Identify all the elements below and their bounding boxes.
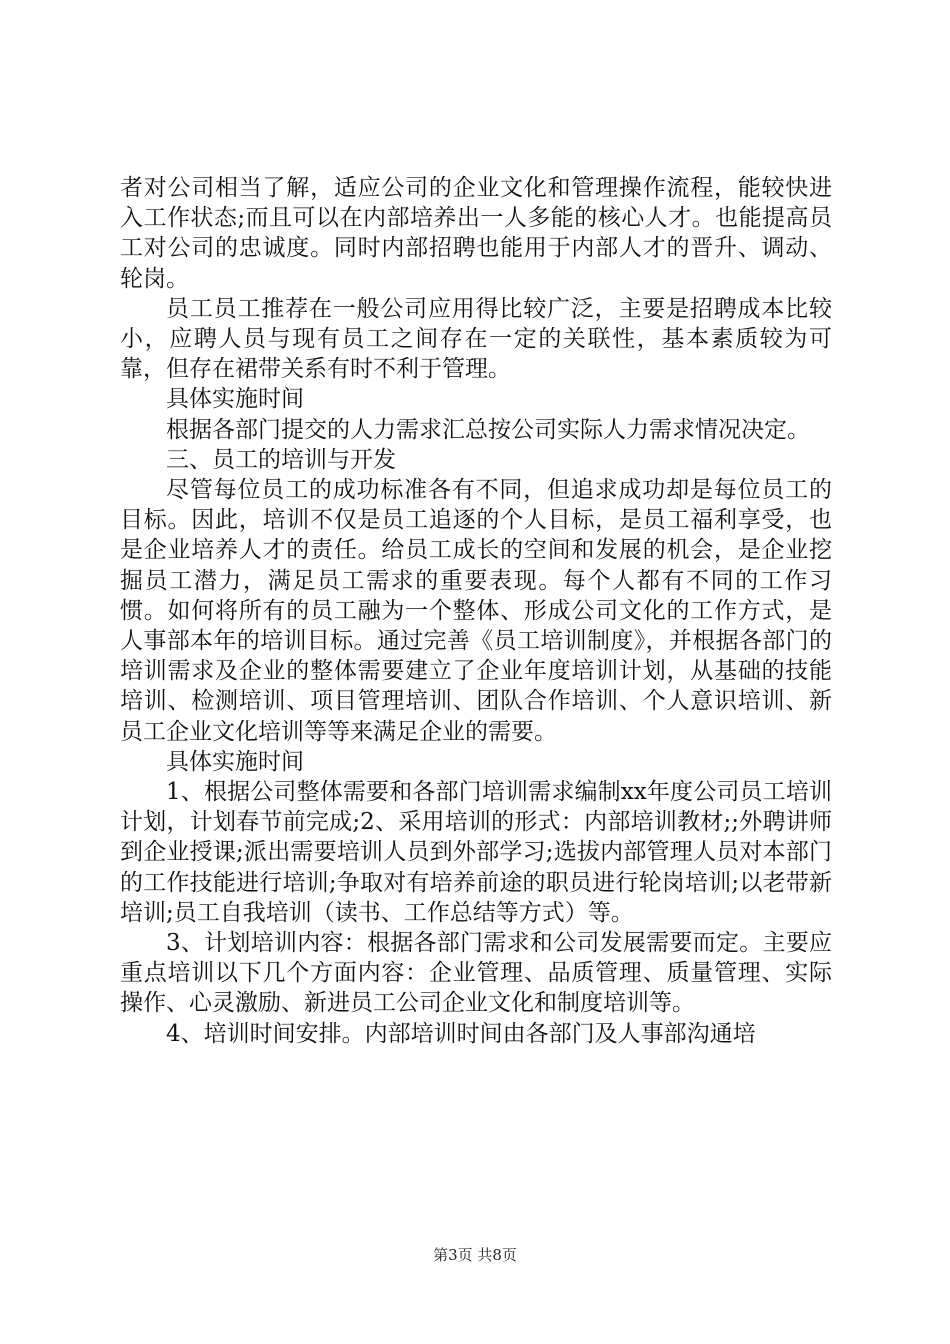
paragraph-training-plan-forms: 1、根据公司整体需要和各部门培训需求编制xx年度公司员工培训计划，计划春节前完成;2、采用培训的形式：内部培训教材;;外聘讲师到企业授课;派出需要培训人员到外部学习;选拔内部管理人员对本部门的工作技能进行培训;争取对有培养前途的职员进行轮岗培训;以老带新培训;员工自我培训（读书、工作总结等方式）等。 <box>120 779 832 926</box>
paragraph-employee-referral: 员工员工推荐在一般公司应用得比较广泛，主要是招聘成本比较小，应聘人员与现有员工之间存在一定的关联性，基本素质较为可靠，但存在裙带关系有时不利于管理。 <box>120 295 832 383</box>
page-number-footer: 第3页 共8页 <box>433 1246 517 1264</box>
document-body <box>120 173 832 1049</box>
heading-implementation-time-2: 具体实施时间 <box>166 748 304 775</box>
paragraph-training-content: 3、计划培训内容：根据各部门需求和公司发展需要而定。主要应重点培训以下几个方面内容：企业管理、品质管理、质量管理、实际操作、心灵激励、新进员工公司企业文化和制度培训等。 <box>120 930 832 1017</box>
heading-implementation-time-1: 具体实施时间 <box>166 386 304 413</box>
paragraph-training-schedule: 4、培训时间安排。内部培训时间由各部门及人事部沟通培 <box>166 1020 756 1047</box>
paragraph-recruitment-timing: 根据各部门提交的人力需求汇总按公司实际人力需求情况决定。 <box>166 416 810 443</box>
paragraph-internal-recruitment-benefits: 者对公司相当了解，适应公司的企业文化和管理操作流程，能较快进入工作状态;而且可以在内部培养出一人多能的核心人才。也能提高员工对公司的忠诚度。同时内部招聘也能用于内部人才的晋升、调动、轮岗。 <box>120 175 832 292</box>
heading-section-three-training: 三、员工的培训与开发 <box>166 446 396 473</box>
paragraph-training-goals: 尽管每位员工的成功标准各有不同，但追求成功却是每位员工的目标。因此，培训不仅是员工追逐的个人目标，是员工福利享受，也是企业培养人才的责任。给员工成长的空间和发展的机会，是企业挖掘员工潜力，满足员工需求的重要表现。每个人都有不同的工作习惯。如何将所有的员工融为一个整体、形成公司文化的工作方式，是人事部本年的培训目标。通过完善《员工培训制度》，并根据各部门的培训需求及企业的整体需要建立了企业年度培训计划，从基础的技能培训、检测培训、项目管理培训、团队合作培训、个人意识培训、新员工企业文化培训等等来满足企业的需要。 <box>120 477 832 745</box>
